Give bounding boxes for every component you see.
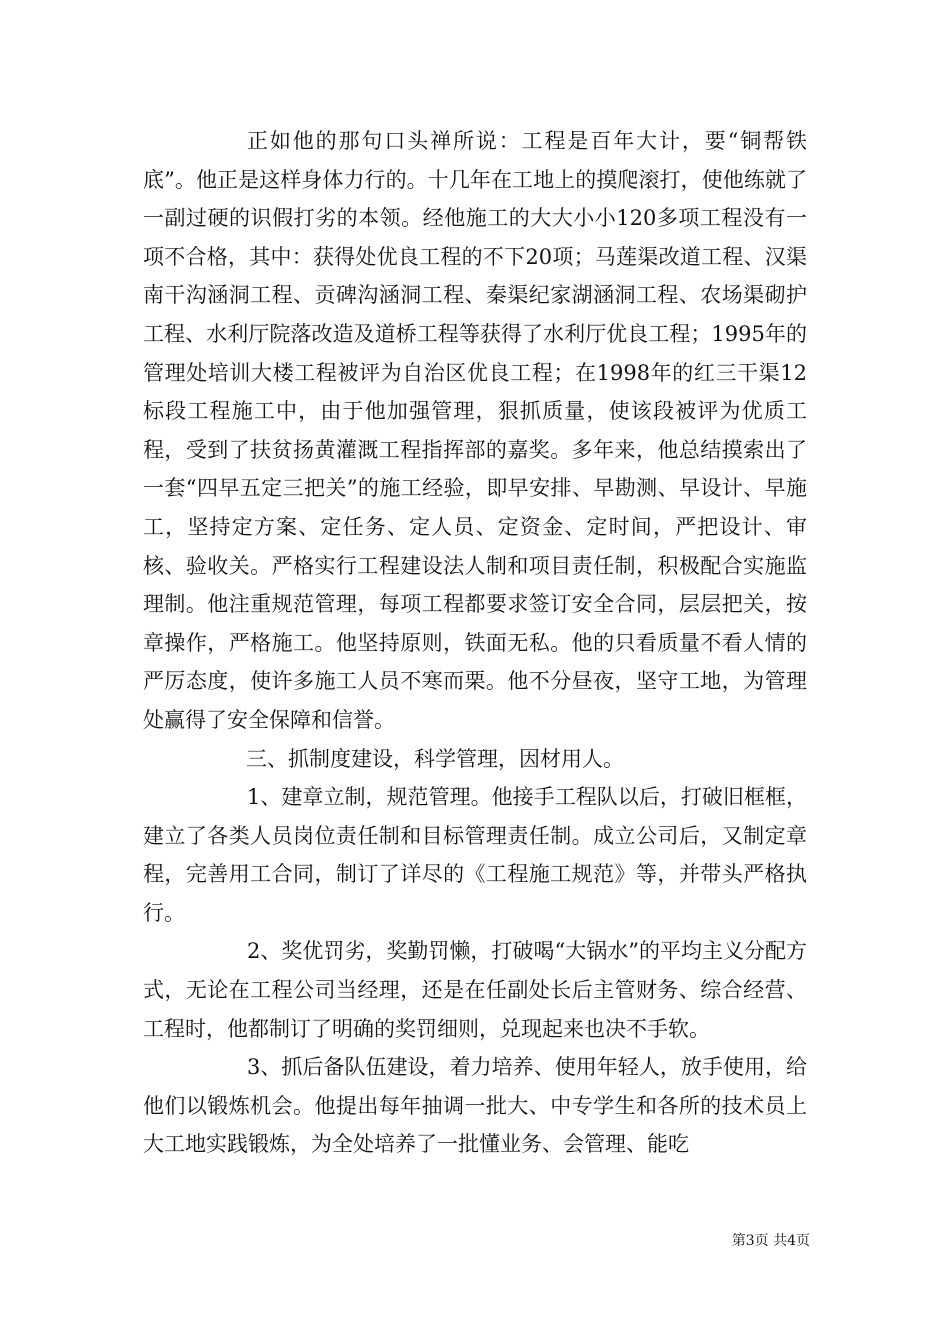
section-heading: 三、抓制度建设，科学管理，因材用人。 [246, 746, 624, 771]
page-number-footer: 第3页 共4页 [731, 1233, 810, 1249]
body-paragraph-1: 正如他的那句口头禅所说：工程是百年大计，要“铜帮铁底”。他正是这样身体力行的。十几年在工地上的摸爬滚打，使他练就了一副过硬的识假打劣的本领。经他施工的大大小小120多项工程没有一项不合格，其中：获得处优良工程的不下20项；马莲渠改道工程、汉渠南干沟涵洞工程、贡碑沟涵洞工程、秦渠纪家湖涵洞工程、农场渠砌护工程、水利厅院落改造及道桥工程等获得了水利厅优良工程；1995年的管理处培训大楼工程被评为自治区优良工程；在1998年的红三干渠12标段工程施工中，由于他加强管理，狠抓质量，使该段被评为优质工程，受到了扶贫扬黄灌溉工程指挥部的嘉奖。多年来，他总结摸索出了一套“四早五定三把关”的施工经验，即早安排、早勘测、早设计、早施工，坚持定方案、定任务、定人员、定资金、定时间，严把设计、审核、验收关。严格实行工程建设法人制和项目责任制，积极配合实施监理制。他注重规范管理，每项工程都要求签订安全合同，层层把关，按章操作，严格施工。他坚持原则，铁面无私。他的只看质量不看人情的严厉态度，使许多施工人员不寒而栗。他不分昼夜，坚守工地，为管理处赢得了安全保障和信誉。 [143, 129, 807, 732]
body-paragraph-2: 1、建章立制，规范管理。他接手工程队以后，打破旧框框，建立了各类人员岗位责任制和目标管理责任制。成立公司后，又制定章程，完善用工合同，制订了详尽的《工程施工规范》等，并带头严格执行。 [143, 785, 807, 925]
document-body [143, 122, 807, 1164]
body-paragraph-4: 3、抓后备队伍建设，着力培养、使用年轻人，放手使用，给他们以锻炼机会。他提出每年抽调一批大、中专学生和各所的技术员上大工地实践锻炼，为全处培养了一批懂业务、会管理、能吃 [143, 1055, 807, 1157]
body-paragraph-3: 2、奖优罚劣，奖勤罚懒，打破喝“大锅水”的平均主义分配方式，无论在工程公司当经理，还是在任副处长后主管财务、综合经营、工程时，他都制订了明确的奖罚细则，兑现起来也决不手软。 [143, 939, 807, 1041]
